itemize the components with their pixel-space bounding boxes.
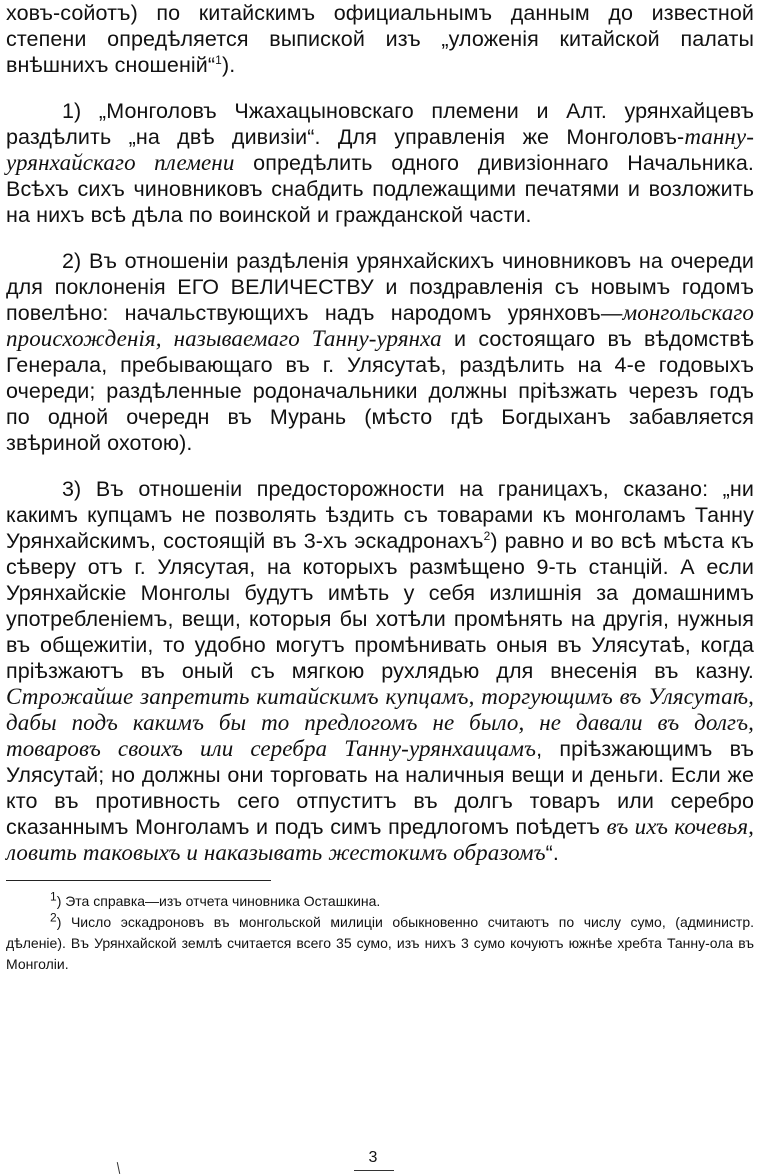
text-run: , пріѣзжающимъ въ Улясутай; но должны они торговать на наличныя вещи и деньги. Если же кто въ противность сего отпуститъ въ долгъ товаръ или серебро сказаннымъ Монголамъ и подъ симъ предлогомъ поѣдетъ — [6, 737, 754, 839]
italic-run: монгольскаго происхожденія, называемаго Танну-урянха — [6, 300, 754, 351]
document-page — [6, 0, 754, 975]
text-run: опредѣлить одного дивизіоннаго Начальника. Всѣхъ сихъ чиновниковъ снабдить подлежащими печатями и возложить на нихъ всѣ дѣла по воинской и гражданской части. — [6, 151, 754, 227]
footnote-text: ) Эта справка—изъ отчета чиновника Осташкина. — [56, 893, 381, 909]
paragraph-3 — [6, 476, 754, 866]
paragraph-continuation — [6, 0, 754, 78]
page-number: 3 — [368, 1149, 378, 1166]
text-run: 2) Въ отношеніи раздѣленія урянхайскихъ чиновниковъ на очереди для поклоненія ЕГО ВЕЛИЧЕСТВУ и поздравленія съ новымъ годомъ повелѣно: начальствующихъ надъ народомъ урянховъ— — [6, 249, 754, 325]
page-number-underline — [354, 1170, 394, 1171]
text-run: ховъ-сойотъ) по китайскимъ официальнымъ данным до известной степени опредѣляется выпиской изъ „уложенія китайской палаты внѣшнихъ сношеній“ — [6, 1, 754, 77]
footnote-mark: 1 — [50, 889, 57, 904]
scan-mark — [117, 1162, 120, 1174]
text-run: “. — [545, 841, 559, 865]
footnote-mark: 2 — [50, 910, 57, 925]
footnote-text: ) Число эскадроновъ въ монгольской милиціи обыкновенно считаютъ по числу сумо, (администр. дѣленіе). Въ Урянхайской землѣ считается всего 35 сумо, изъ нихъ 3 сумо кочуютъ южнѣе хребта Танну-ола въ Монголіи. — [6, 914, 754, 972]
footnote-1 — [6, 891, 754, 912]
text-run: ). — [221, 53, 236, 77]
italic-run: танну-урянхайскаго племени — [6, 124, 754, 175]
footnote-ref-1: 1 — [215, 52, 222, 67]
footnote-2 — [6, 912, 754, 975]
text-run: ) равно и во всѣ мѣста къ сѣверу отъ г. Улясутая, на которыхъ размѣщено 9-ть станцій. А если Урянхайскіе Монголы будутъ имѣть у себя излишнія за домашнимъ употребленіемъ, вещи, которыя бы хотѣли промѣнять на другія, нужныя въ общежитіи, то удобно могутъ промѣнивать оныя въ Улясутаѣ, когда пріѣзжаютъ въ оный съ мягкою рухлядью для внесенія въ казну. — [6, 529, 754, 683]
paragraph-1 — [6, 98, 754, 228]
italic-run: въ ихъ кочевья, ловить таковыхъ и наказывать жестокимъ образомъ — [6, 814, 754, 865]
italic-run: Строжайше запретить китайскимъ купцамъ, торгующимъ въ Улясутаѣ, дабы подъ какимъ бы то предлогомъ не было, не давали въ долгъ, товаровъ своихъ или серебра Танну-урянхаицамъ — [6, 684, 754, 761]
footnote-ref-2: 2 — [483, 528, 491, 543]
footnote-divider — [6, 880, 271, 881]
text-run: 3) Въ отношеніи предосторожности на границахъ, сказано: „ни какимъ купцамъ не позволять ѣздить съ товарами къ монголамъ Танну Урянхайскимъ, состоящій въ 3-хъ эскадронахъ — [6, 477, 754, 553]
paragraph-2 — [6, 248, 754, 456]
footnotes — [6, 891, 754, 975]
main-text — [6, 0, 754, 866]
text-run: и состоящаго въ вѣдомствѣ Генерала, пребывающаго въ г. Улясутаѣ, раздѣлить на 4-е годовыхъ очереди; раздѣленные родоначальники должны пріѣзжать черезъ годъ по одной очередн въ Мурань (мѣсто гдѣ Богдыханъ забавляется звѣриной охотою). — [6, 327, 754, 455]
text-run: 1) „Монголовъ Чжахацыновскаго племени и Алт. урянхайцевъ раздѣлить „на двѣ дивизіи“. Для управленія же Монголовъ- — [6, 99, 754, 149]
